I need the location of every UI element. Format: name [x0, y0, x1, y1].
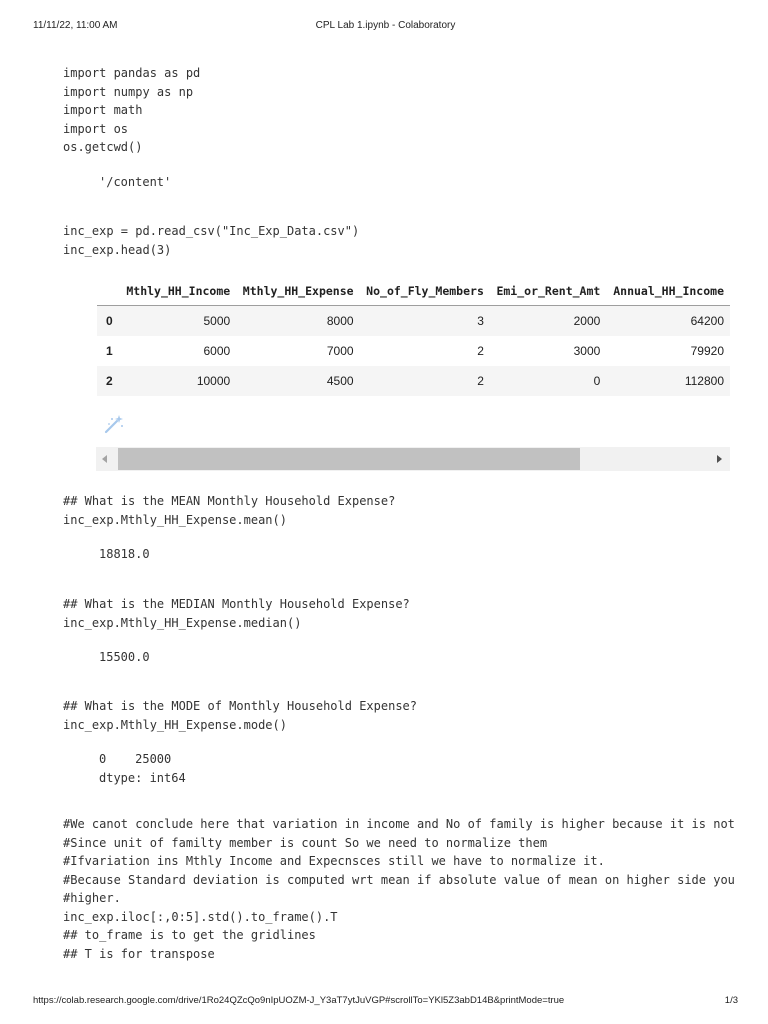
- code-cell-median[interactable]: ## What is the MEDIAN Monthly Household Expense? inc_exp.Mthly_HH_Expense.median(): [63, 597, 410, 630]
- table-cell: 8000: [236, 306, 359, 337]
- scroll-left-arrow-icon[interactable]: [102, 455, 107, 463]
- table-cell: 5000: [120, 306, 236, 337]
- dataframe-header-row: [97, 277, 730, 306]
- page-url: https://colab.research.google.com/drive/1Ro24QZcQo9nIpUOZM-J_Y3aT7ytJuVGP#scrollTo=YKl5Z3abD14B&printMode=true: [33, 995, 565, 1006]
- dataframe-output: [97, 277, 730, 399]
- scroll-right-arrow-icon[interactable]: [717, 455, 722, 463]
- column-header: No_of_Fly_Members: [360, 277, 490, 306]
- column-header: Mthly_HH_Income: [120, 277, 236, 306]
- output-mean: 18818.0: [99, 547, 150, 561]
- table-cell: 2: [477, 344, 484, 358]
- page-title: CPL Lab 1.ipynb - Colaboratory: [315, 20, 456, 31]
- column-header: Emi_or_Rent_Amt: [490, 277, 606, 306]
- table-cell: 10000: [120, 366, 236, 396]
- table-cell: 7000: [326, 344, 354, 358]
- page-number: 1/3: [724, 995, 738, 1006]
- table-cell: 2: [360, 366, 490, 396]
- table-row: [97, 366, 730, 396]
- table-cell: 3: [360, 306, 490, 337]
- column-header: Mthly_HH_Expense: [236, 277, 359, 306]
- column-header-index: [97, 277, 120, 306]
- table-cell: 64200: [606, 306, 730, 337]
- output-getcwd: '/content': [99, 175, 172, 189]
- column-header: Annual_HH_Income: [606, 277, 730, 306]
- table-cell: 3000: [573, 344, 601, 358]
- table-cell: 79920: [690, 344, 724, 358]
- row-index: 2: [97, 366, 120, 396]
- row-index: 0: [97, 306, 120, 337]
- code-cell-mean[interactable]: ## What is the MEAN Monthly Household Expense? inc_exp.Mthly_HH_Expense.mean(): [63, 494, 396, 527]
- table-row: [97, 306, 730, 337]
- table-row: [97, 336, 730, 366]
- code-cell-read-csv[interactable]: inc_exp = pd.read_csv("Inc_Exp_Data.csv") inc_exp.head(3): [63, 224, 360, 257]
- scrollbar-thumb[interactable]: [118, 448, 580, 470]
- table-cell: 6000: [203, 344, 231, 358]
- table-cell: 4500: [236, 366, 359, 396]
- horizontal-scrollbar[interactable]: [96, 447, 730, 471]
- code-cell-std[interactable]: #We canot conclude here that variation in income and No of family is higher because it is not #Since unit of familty member is count So we need to normalize them #Ifvariation ins Mthly Income and Expecnsces still we have to normalize it. #Because Standard deviation is computed wrt mean if absolute value of mean on higher side you #higher. inc_exp.iloc[:,0:5].std().to_frame().T ## to_frame is to get the gridlines ## T is for transpose: [63, 817, 735, 961]
- output-median: 15500.0: [99, 650, 150, 664]
- print-datetime: 11/11/22, 11:00 AM: [33, 20, 118, 31]
- table-cell: 2000: [490, 306, 606, 337]
- code-cell-imports[interactable]: import pandas as pd import numpy as np import math import os os.getcwd(): [63, 66, 201, 154]
- row-index: 1: [106, 344, 113, 358]
- magic-wand-icon[interactable]: [103, 413, 125, 435]
- table-cell: 0: [490, 366, 606, 396]
- print-header: [33, 19, 738, 33]
- code-cell-mode[interactable]: ## What is the MODE of Monthly Household Expense? inc_exp.Mthly_HH_Expense.mode(): [63, 699, 418, 732]
- output-mode: 0 25000 dtype: int64: [99, 752, 186, 785]
- table-cell: 112800: [606, 366, 730, 396]
- print-footer: [33, 994, 738, 1008]
- dataframe-table: [97, 277, 730, 396]
